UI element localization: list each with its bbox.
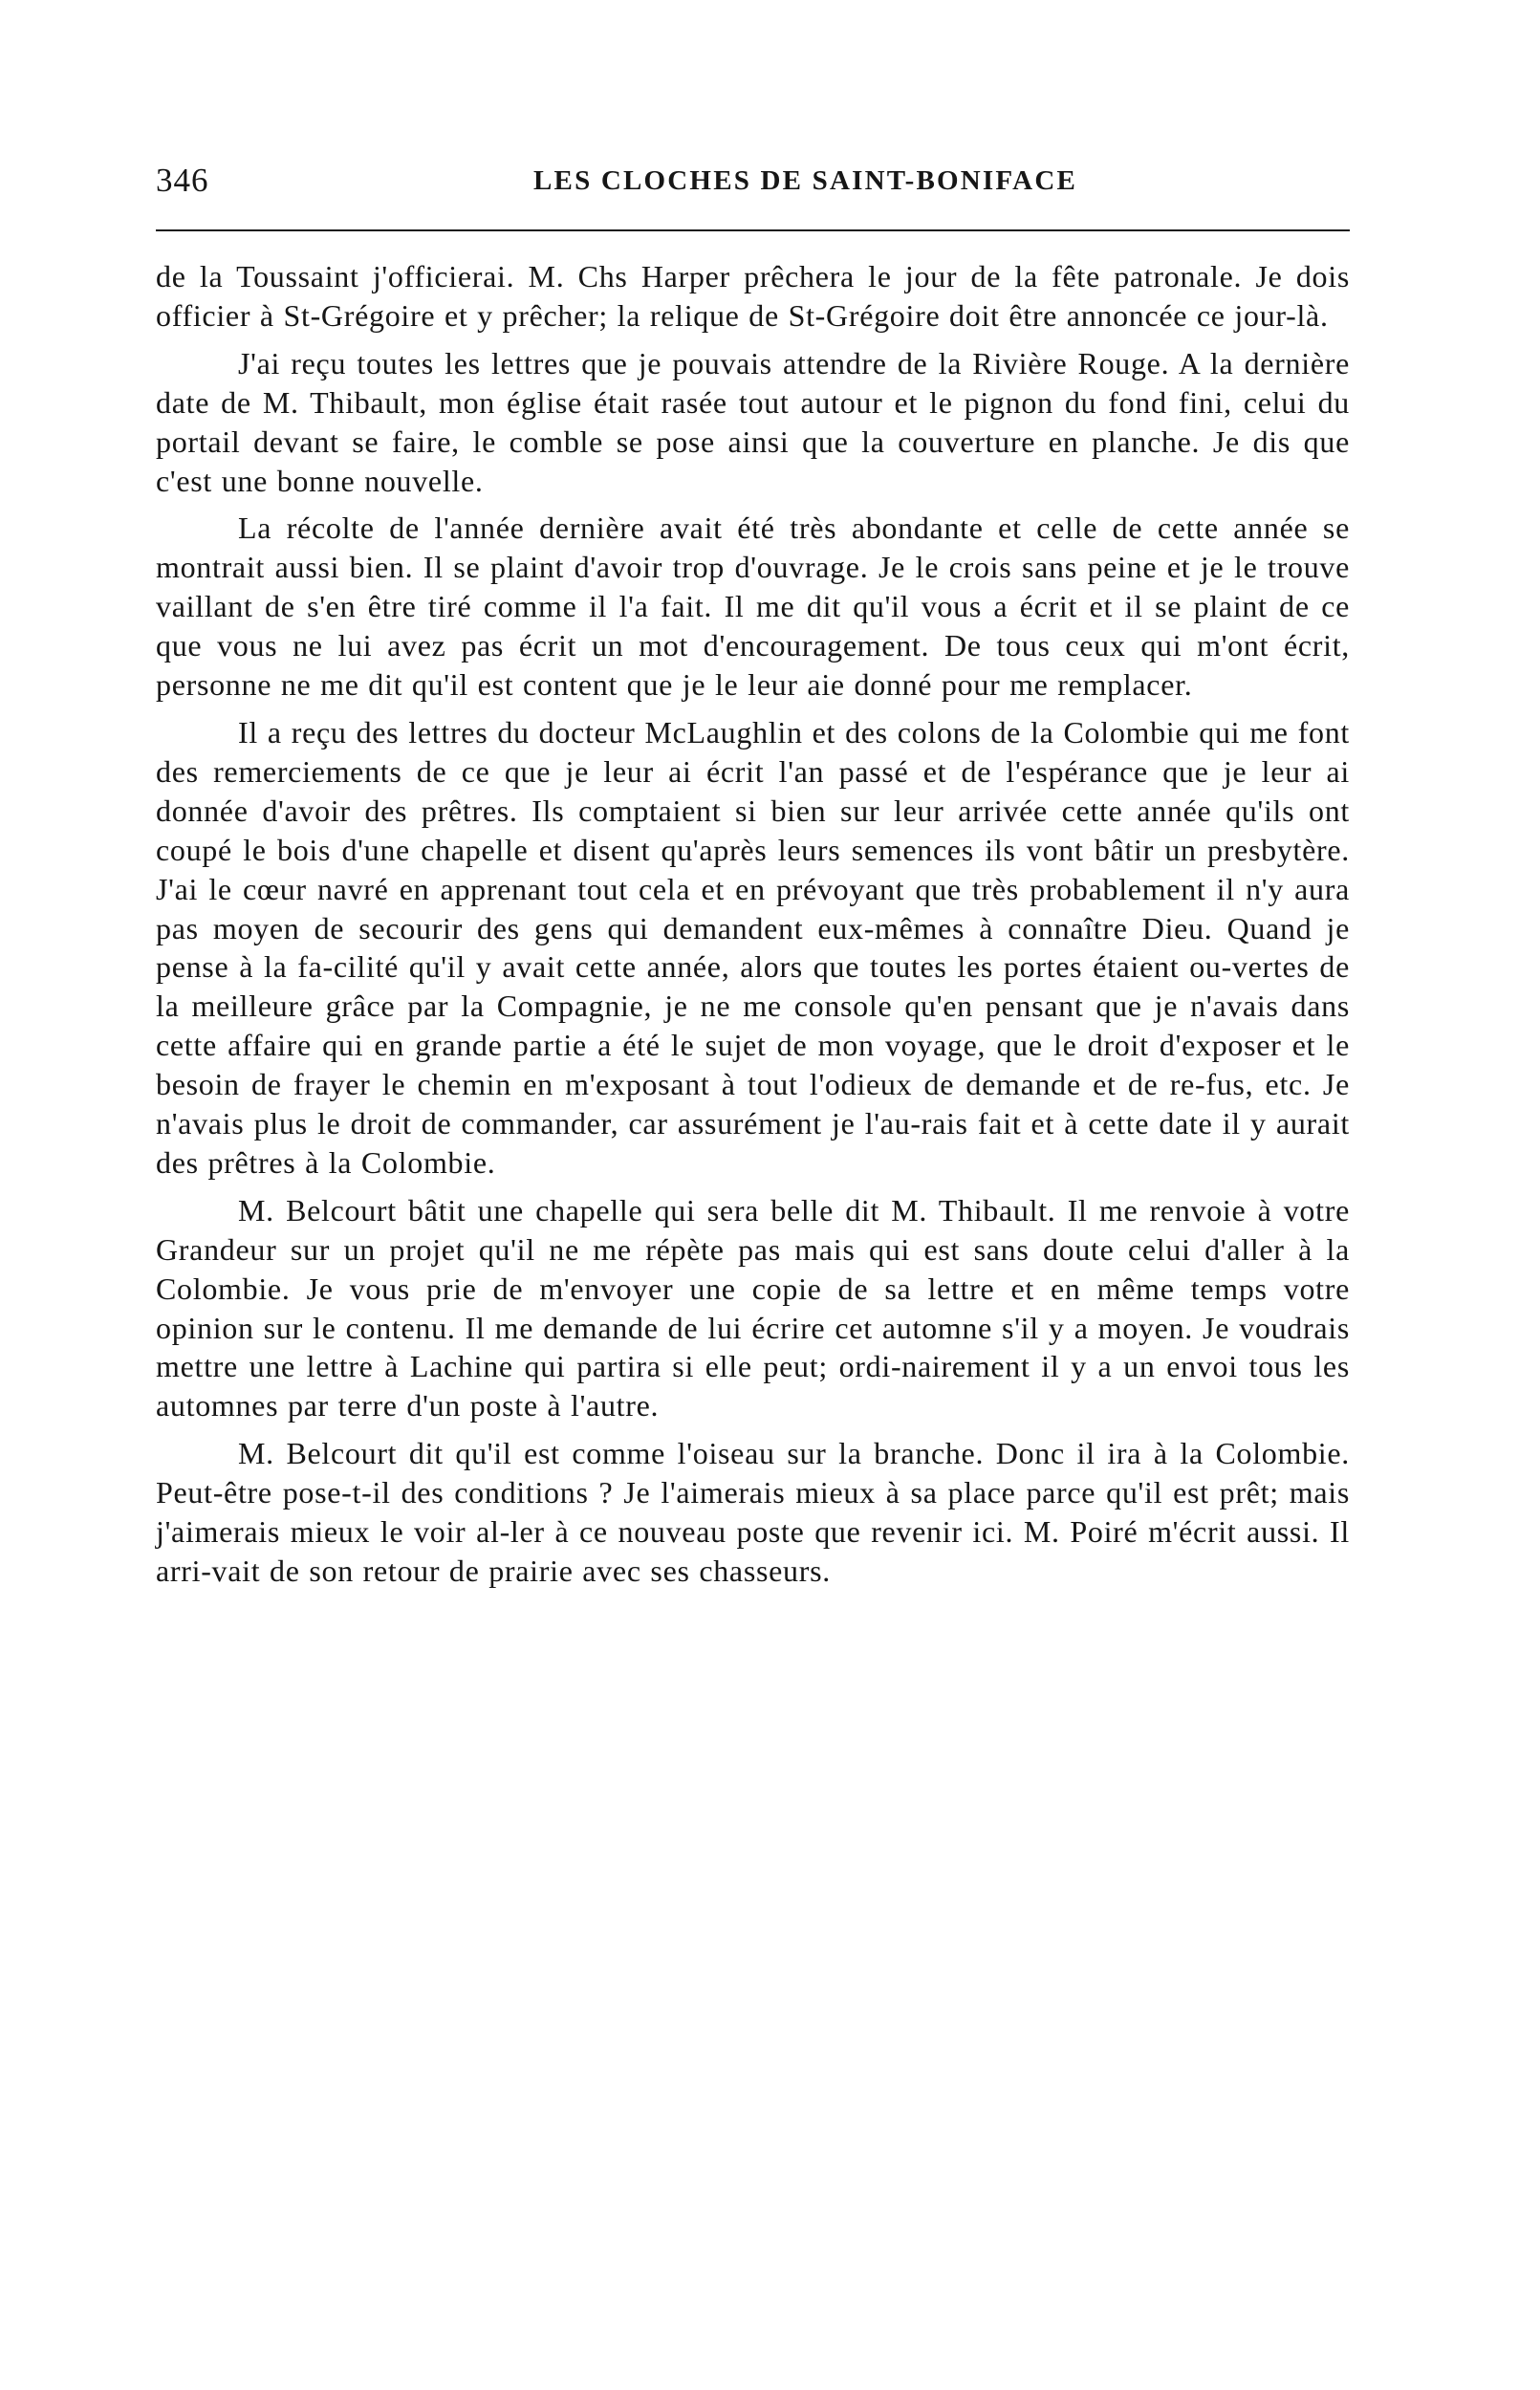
paragraph-3: La récolte de l'année dernière avait été très abondante et celle de cette année se montrait aussi bien. Il se plaint d'avoir trop d'ouvrage. Je le crois sans peine et je le trouve vaillant de s'en être tiré comme il l'a fait. Il me dit qu'il vous a écrit et il se plaint de ce que vous ne lui avez pas écrit un mot d'encouragement. De tous ceux qui m'ont écrit, personne ne me dit qu'il est content que je le leur aie donné pour me remplacer. <box>156 511 1350 703</box>
paragraph-2: J'ai reçu toutes les lettres que je pouvais attendre de la Rivière Rouge. A la dernière date de M. Thibault, mon église était rasée tout autour et le pignon du fond fini, celui du portail devant se faire, le comble se pose ainsi que la couverture en planche. Je dis que c'est une bonne nouvelle. <box>156 345 1350 498</box>
running-header <box>156 161 1350 208</box>
paragraph-5: M. Belcourt bâtit une chapelle qui sera belle dit M. Thibault. Il me renvoie à votre Grandeur sur un projet qu'il ne me répète pas mais qui est sans doute celui d'aller à la Colombie. Je vous prie de m'envoyer une copie de sa lettre et en même temps votre opinion sur le contenu. Il me demande de lui écrire cet automne s'il y a moyen. Je voudrais mettre une lettre à Lachine qui partira si elle peut; ordi-nairement il y a un envoi tous les automnes par terre d'un poste à l'autre. <box>156 1192 1350 1423</box>
paragraph-6: M. Belcourt dit qu'il est comme l'oiseau sur la branche. Donc il ira à la Colombie. Peut-être pose-t-il des conditions ? Je l'aimerais mieux à sa place parce qu'il est prêt; mais j'aimerais mieux le voir al-ler à ce nouveau poste que revenir ici. M. Poiré m'écrit aussi. Il arri-vait de son retour de prairie avec ses chasseurs. <box>156 1436 1350 1588</box>
header-rule <box>156 229 1350 231</box>
body-text <box>156 257 1350 1591</box>
paragraph-4: Il a reçu des lettres du docteur McLaughlin et des colons de la Colombie qui me font des remerciements de ce que je leur ai écrit l'an passé et de l'espérance que je leur ai donnée d'avoir des prêtres. Ils comptaient si bien sur leur arrivée cette année qu'ils ont coupé le bois d'une chapelle et disent qu'après leurs semences ils vont bâtir un presbytère. J'ai le cœur navré en apprenant tout cela et en prévoyant que très probablement il n'y aura pas moyen de secourir des gens qui demandent eux-mêmes à connaître Dieu. Quand je pense à la fa-cilité qu'il y avait cette année, alors que toutes les portes étaient ou-vertes de la meilleure grâce par la Compagnie, je ne me console qu'en pensant que je n'avais dans cette affaire qui en grande partie a été le sujet de mon voyage, que le droit d'exposer et le besoin de frayer le chemin en m'exposant à tout l'odieux de demande et de re-fus, etc. Je n'avais plus le droit de commander, car assurément je l'au-rais fait et à cette date il y aurait des prêtres à la Colombie. <box>156 714 1350 1180</box>
running-title: LES CLOCHES DE SAINT-BONIFACE <box>532 165 1078 196</box>
page-number: 346 <box>156 162 209 199</box>
paragraph-1: de la Toussaint j'officierai. M. Chs Harper prêchera le jour de la fête patronale. Je dois officier à St-Grégoire et y prêcher; la relique de St-Grégoire doit être annoncée ce jour-là. <box>156 259 1350 333</box>
